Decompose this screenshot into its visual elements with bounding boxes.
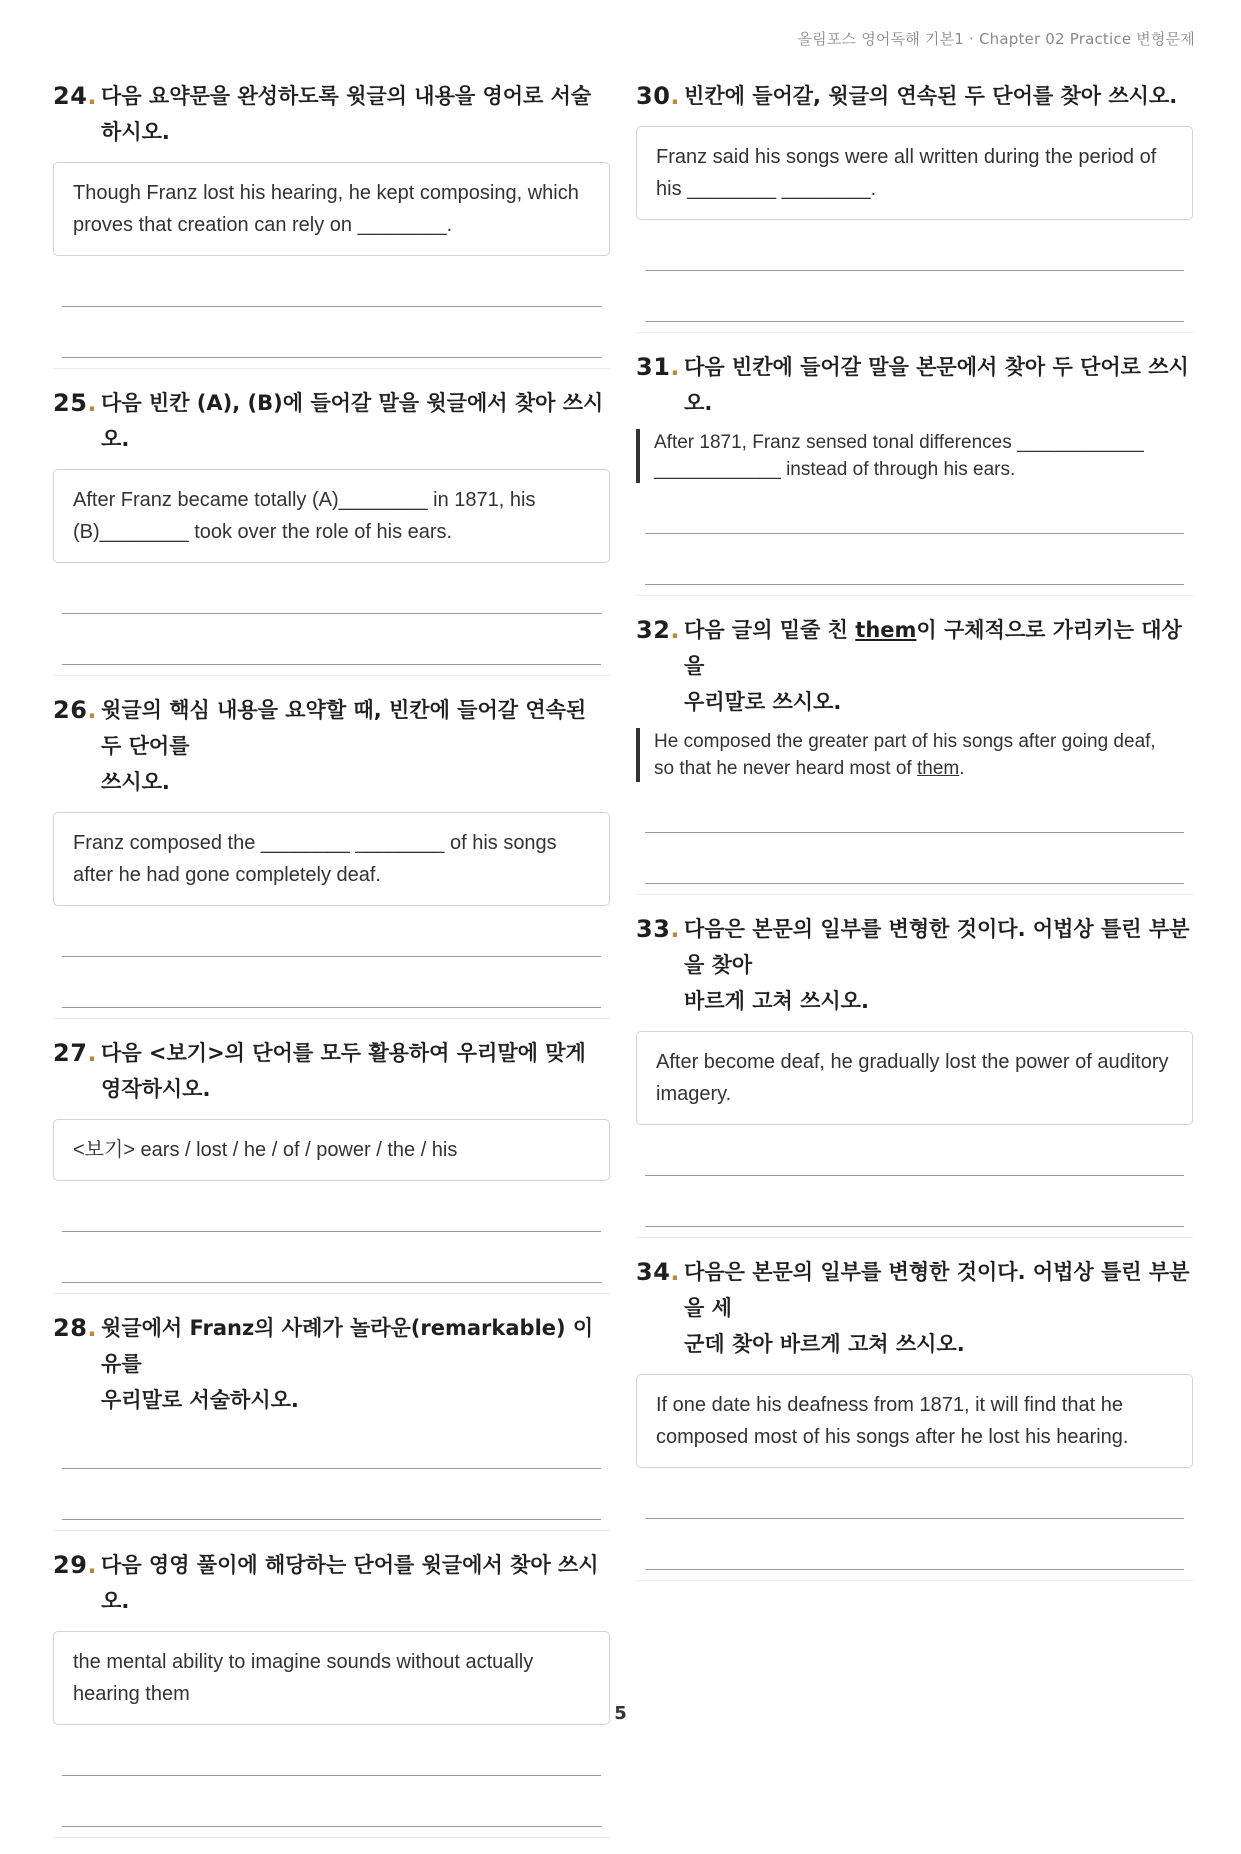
question-number: 31 — [636, 353, 671, 381]
question-number: 33 — [636, 915, 671, 943]
question-number: 26 — [53, 696, 88, 724]
question-33: 33. 다음은 본문의 일부를 변형한 것이다. 어법상 틀린 부분을 찾아 바르게 고쳐 쓰시오. After become deaf, he gradually lost the power of auditory imagery. — [636, 911, 1193, 1238]
question-number: 29 — [53, 1551, 88, 1579]
answer-line[interactable] — [62, 1418, 601, 1469]
underlined-word: them — [917, 758, 960, 779]
page-number: 5 — [614, 1703, 627, 1724]
answer-line[interactable] — [62, 256, 601, 307]
quote-line: He composed the greater part of his songs after going deaf, — [654, 731, 1156, 752]
answer-line[interactable] — [62, 563, 601, 614]
question-instruction: 다음은 본문의 일부를 변형한 것이다. 어법상 틀린 부분을 찾아 — [684, 917, 1190, 977]
question-29: 29. 다음 영영 풀이에 해당하는 단어를 윗글에서 찾아 쓰시오. the mental ability to imagine sounds without actually hearing them — [53, 1547, 610, 1838]
question-instruction: 윗글에서 Franz의 사례가 놀라운(remarkable) 이유를 — [101, 1316, 594, 1376]
question-number: 32 — [636, 616, 671, 644]
question-30: 30. 빈칸에 들어갈, 윗글의 연속된 두 단어를 찾아 쓰시오. Franz said his songs were all written during the period of his ________ ________. — [636, 78, 1193, 333]
question-number: 27 — [53, 1039, 88, 1067]
answer-line[interactable] — [62, 1469, 601, 1520]
question-instruction: 다음 <보기>의 단어를 모두 활용하여 우리말에 맞게 — [101, 1041, 586, 1065]
answer-line[interactable] — [62, 614, 601, 665]
answer-line[interactable] — [645, 220, 1184, 271]
answer-line[interactable] — [62, 1725, 601, 1776]
answer-line[interactable] — [645, 534, 1184, 585]
question-27: 27. 다음 <보기>의 단어를 모두 활용하여 우리말에 맞게 영작하시오. <보기> ears / lost / he / of / power / the / his — [53, 1035, 610, 1294]
question-26: 26. 윗글의 핵심 내용을 요약할 때, 빈칸에 들어갈 연속된 두 단어를 쓰시오. Franz composed the ________ ________ of his songs after he had gone completely deaf. — [53, 692, 610, 1019]
underlined-word: them — [855, 618, 917, 642]
answer-line[interactable] — [645, 782, 1184, 833]
answer-line[interactable] — [645, 1468, 1184, 1519]
page-header: 올림포스 영어독해 기본1 · Chapter 02 Practice 변형문제 — [797, 30, 1195, 48]
question-instruction-cont: 바르게 고쳐 쓰시오. — [684, 989, 869, 1013]
question-box: Though Franz lost his hearing, he kept composing, which proves that creation can rely on ________. — [53, 162, 610, 256]
quote-block — [636, 429, 1193, 483]
quote-line: so that he never heard most of — [654, 758, 917, 779]
question-instruction: 다음 요약문을 완성하도록 윗글의 내용을 영어로 서술하시오. — [101, 84, 592, 144]
question-instruction-cont: 우리말로 서술하시오. — [101, 1388, 299, 1412]
question-box: After become deaf, he gradually lost the power of auditory imagery. — [636, 1031, 1193, 1125]
question-box: After Franz became totally (A)________ in 1871, his (B)________ took over the role of his ears. — [53, 469, 610, 563]
question-number: 30 — [636, 82, 671, 110]
question-instruction: 다음 영영 풀이에 해당하는 단어를 윗글에서 찾아 쓰시오. — [101, 1553, 599, 1613]
question-32: 32. 다음 글의 밑줄 친 them이 구체적으로 가리키는 대상을 우리말로 쓰시오. He composed the greater part of his songs after going deaf, so that he never heard most of them. — [636, 612, 1193, 895]
question-instruction-cont: 군데 찾아 바르게 고쳐 쓰시오. — [684, 1332, 965, 1356]
question-box: Franz composed the ________ ________ of his songs after he had gone completely deaf. — [53, 812, 610, 906]
answer-line[interactable] — [62, 1181, 601, 1232]
question-number: 25 — [53, 389, 88, 417]
question-instruction: 다음 빈칸에 들어갈 말을 본문에서 찾아 두 단어로 쓰시오. — [684, 355, 1189, 415]
question-box: Franz said his songs were all written during the period of his ________ ________. — [636, 126, 1193, 220]
question-number: 28 — [53, 1314, 88, 1342]
question-box: If one date his deafness from 1871, it will find that he composed most of his songs after he lost his hearing. — [636, 1374, 1193, 1468]
question-25: 25. 다음 빈칸 (A), (B)에 들어갈 말을 윗글에서 찾아 쓰시오. After Franz became totally (A)________ in 1871, his (B)________ took over the role of his ears. — [53, 385, 610, 676]
question-instruction: 다음은 본문의 일부를 변형한 것이다. 어법상 틀린 부분을 세 — [684, 1260, 1190, 1320]
question-number: 34 — [636, 1258, 671, 1286]
right-column — [636, 78, 1193, 1597]
answer-line[interactable] — [62, 957, 601, 1008]
question-instruction: 다음 빈칸 (A), (B)에 들어갈 말을 윗글에서 찾아 쓰시오. — [101, 391, 604, 451]
answer-line[interactable] — [645, 833, 1184, 884]
quote-line: After 1871, Franz sensed tonal differences ____________ — [654, 432, 1144, 453]
question-31: 31. 다음 빈칸에 들어갈 말을 본문에서 찾아 두 단어로 쓰시오. After 1871, Franz sensed tonal differences ____________ ____________ instead of through his ears. — [636, 349, 1193, 596]
answer-line[interactable] — [645, 1125, 1184, 1176]
left-column — [53, 78, 610, 1854]
question-instruction-cont: 우리말로 쓰시오. — [684, 690, 842, 714]
question-24: 24. 다음 요약문을 완성하도록 윗글의 내용을 영어로 서술하시오. Though Franz lost his hearing, he kept composing, which proves that creation can rely on ________. — [53, 78, 610, 369]
question-instruction: 다음 글의 밑줄 친 — [684, 618, 856, 642]
question-instruction-rest: 이 구체적으로 가리키는 대상을 — [684, 618, 1182, 678]
quote-line: ____________ instead of through his ears. — [654, 459, 1016, 480]
answer-line[interactable] — [645, 1519, 1184, 1570]
answer-line[interactable] — [645, 271, 1184, 322]
question-28: 28. 윗글에서 Franz의 사례가 놀라운(remarkable) 이유를 우리말로 서술하시오. — [53, 1310, 610, 1531]
question-instruction: 윗글의 핵심 내용을 요약할 때, 빈칸에 들어갈 연속된 두 단어를 — [101, 698, 587, 758]
answer-line[interactable] — [645, 483, 1184, 534]
question-instruction: 빈칸에 들어갈, 윗글의 연속된 두 단어를 찾아 쓰시오. — [684, 84, 1178, 108]
answer-line[interactable] — [645, 1176, 1184, 1227]
quote-block — [636, 728, 1193, 782]
answer-line[interactable] — [62, 1232, 601, 1283]
quote-line-end: . — [959, 758, 965, 779]
question-34: 34. 다음은 본문의 일부를 변형한 것이다. 어법상 틀린 부분을 세 군데 찾아 바르게 고쳐 쓰시오. If one date his deafness from 1871, it will find that he composed most of his songs after he lost his hearing. — [636, 1254, 1193, 1581]
word-bank-box: <보기> ears / lost / he / of / power / the / his — [53, 1119, 610, 1181]
question-instruction-cont: 쓰시오. — [101, 770, 170, 794]
answer-line[interactable] — [62, 906, 601, 957]
question-number: 24 — [53, 82, 88, 110]
question-instruction-cont: 영작하시오. — [101, 1077, 211, 1101]
question-box: the mental ability to imagine sounds without actually hearing them — [53, 1631, 610, 1725]
answer-line[interactable] — [62, 1776, 601, 1827]
answer-line[interactable] — [62, 307, 601, 358]
